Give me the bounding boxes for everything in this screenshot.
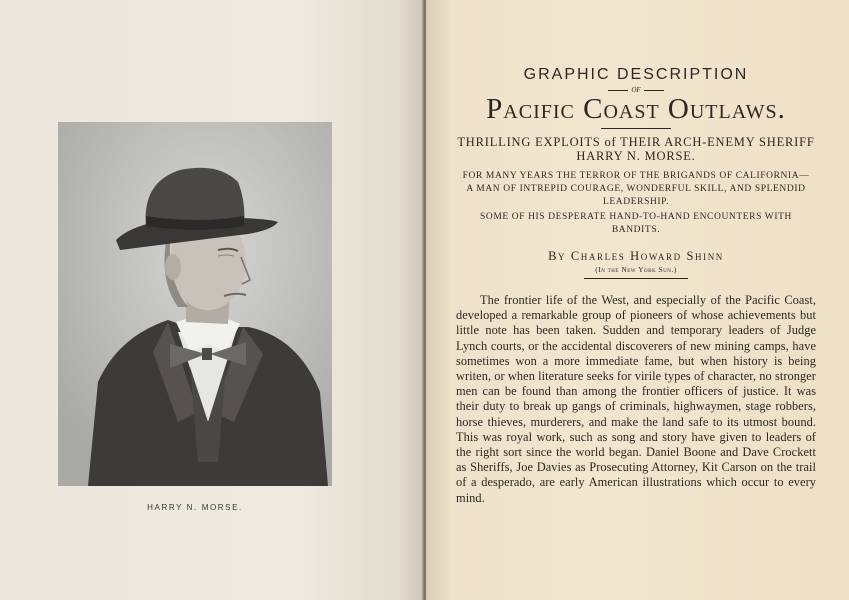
title-line-1: GRAPHIC DESCRIPTION (523, 66, 749, 83)
portrait-photo (58, 122, 332, 486)
author-byline: By Charles Howard Shinn (548, 249, 724, 263)
portrait-caption: HARRY N. MORSE. (147, 503, 243, 512)
body-paragraph: The frontier life of the West, and especially of the Pacific Coast, developed a remarkable group of pioneers of whose achievements but little note has been taken. Sudden and temporary leaders of Judge Lynch courts, or the accidental discoverers of new mining camps, have sometimes won a more immediate fame, but when history is being writen, or when literature seeks for virile types of character, no stronger men can be found than among the frontier officers of justice. It was their duty to break up gangs of criminals, highwaymen, stage robbers, horse thieves, murderers, and make the land safe to its utmost bound. This was royal work, such as song and story have given to leaders of the right sort since the world began. Daniel Boone and Dave Crockett as Sheriffs, Joe Davies as Prosecuting Attorney, Kit Carson on the trail of a desperado, are early American illustrations which occur to every mind. (456, 293, 816, 505)
title-rule (601, 128, 671, 129)
of-rule-left (608, 90, 628, 91)
main-title: Pacific Coast Outlaws. (486, 93, 786, 125)
encounters-blurb: SOME OF HIS DESPERATE HAND-TO-HAND ENCOUNTERS WITH BANDITS. (479, 212, 792, 235)
of-word: OF (631, 86, 641, 94)
title-page-content (456, 62, 816, 506)
of-rule-right (644, 90, 664, 91)
portrait-illustration (58, 122, 332, 486)
source-note: (In the New York Sun.) (595, 265, 677, 274)
description-blurb: FOR MANY YEARS THE TERROR OF THE BRIGANDS OF CALIFORNIA—A MAN OF INTREPID COURAGE, WONDERFUL SKILL, AND SPLENDID LEADERSHIP. (462, 171, 810, 207)
byline-rule (584, 278, 688, 279)
left-page (0, 0, 424, 600)
subtitle: THRILLING EXPLOITS of THEIR ARCH-ENEMY SHERIFF HARRY N. MORSE. (457, 135, 815, 163)
